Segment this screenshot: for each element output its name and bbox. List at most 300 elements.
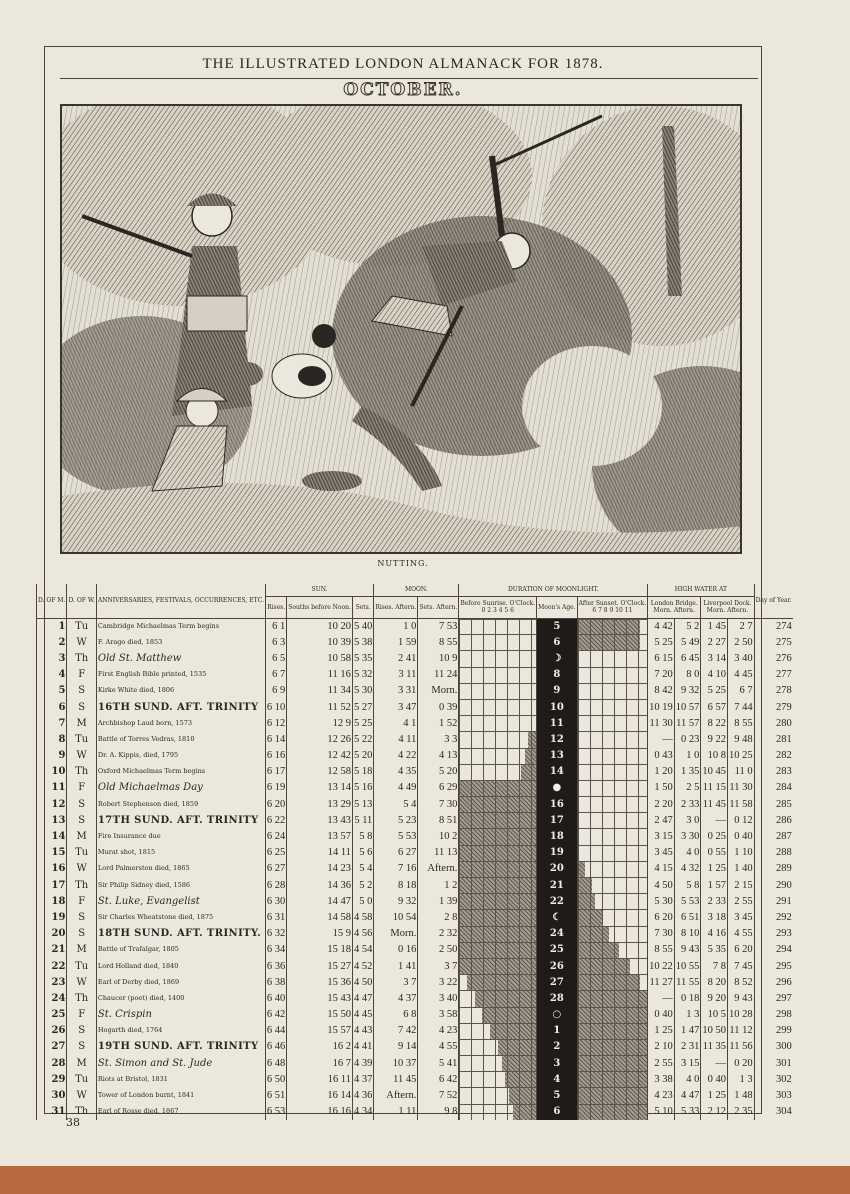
col-day-of-year: Day of Year. [754, 584, 793, 618]
calendar-row [37, 861, 793, 877]
moonlight-after-sunset [577, 650, 647, 666]
sun-group-header: SUN. [265, 584, 373, 596]
liverpool-dock-aftern: 1 3 [728, 1071, 755, 1087]
moon-sets: 10 9 [418, 650, 459, 666]
moonlight-before-sunrise [459, 715, 537, 731]
calendar-row [37, 796, 793, 812]
day-of-week: S [67, 796, 96, 812]
moon-sets: 11 13 [418, 845, 459, 861]
moonlight-before-grid [459, 731, 536, 747]
london-bridge-morn: 2 10 [648, 1039, 675, 1055]
sun-sets: 5 6 [352, 845, 373, 861]
moonlight-after-sunset [577, 715, 647, 731]
liverpool-dock-aftern: 4 55 [728, 926, 755, 942]
moon-sets: 5 20 [418, 764, 459, 780]
london-bridge-morn: 1 50 [648, 780, 675, 796]
day-of-month: 13 [37, 812, 67, 828]
liverpool-dock-aftern: 3 40 [728, 650, 755, 666]
calendar-row [37, 683, 793, 699]
liverpool-dock-aftern: 11 56 [728, 1039, 755, 1055]
day-of-year: 298 [754, 1007, 793, 1023]
day-of-year: 289 [754, 861, 793, 877]
moonlight-after-sunset [577, 796, 647, 812]
liverpool-dock-aftern: 2 15 [728, 877, 755, 893]
moon-age: 22 [537, 893, 578, 909]
col-sun-sets: Sets. [352, 596, 373, 618]
anniversary-text: 19TH SUND. AFT. TRINITY [96, 1039, 265, 1055]
day-of-year: 290 [754, 877, 793, 893]
moon-age: 1 [537, 1023, 578, 1039]
liverpool-dock-aftern: 10 28 [728, 1007, 755, 1023]
calendar-row [37, 1055, 793, 1071]
sun-souths: 13 57 [287, 828, 353, 844]
day-of-year: 283 [754, 764, 793, 780]
moon-age: ○ [537, 1007, 578, 1023]
day-of-year: 281 [754, 731, 793, 747]
moon-sets: 1 39 [418, 893, 459, 909]
moon-rises: 3 47 [374, 699, 418, 715]
day-of-month: 8 [37, 731, 67, 747]
liverpool-dock-aftern: 10 25 [728, 748, 755, 764]
moon-sets: 3 40 [418, 990, 459, 1006]
sun-sets: 5 25 [352, 715, 373, 731]
moon-age: 18 [537, 828, 578, 844]
sun-rises: 6 17 [265, 764, 286, 780]
day-of-year: 274 [754, 618, 793, 634]
london-bridge-aftern: 9 43 [674, 942, 701, 958]
moon-age: 17 [537, 812, 578, 828]
moon-sets: 9 8 [418, 1104, 459, 1120]
liverpool-dock-morn: 11 45 [701, 796, 728, 812]
moonlight-before-grid [459, 942, 536, 958]
sun-sets: 4 39 [352, 1055, 373, 1071]
moonlight-before-grid [459, 861, 536, 877]
liverpool-dock-morn: 1 25 [701, 861, 728, 877]
moonlight-before-grid [459, 893, 536, 909]
moonlight-before-grid [459, 990, 536, 1006]
moonlight-after-grid [578, 650, 647, 666]
liverpool-dock-morn: 0 25 [701, 828, 728, 844]
moon-sets: 8 55 [418, 634, 459, 650]
day-of-week: Tu [67, 731, 96, 747]
moonlight-after-sunset [577, 990, 647, 1006]
sun-rises: 6 40 [265, 990, 286, 1006]
day-of-year: 282 [754, 748, 793, 764]
sun-rises: 6 42 [265, 1007, 286, 1023]
moonlight-after-sunset [577, 667, 647, 683]
liverpool-dock-aftern: 2 50 [728, 634, 755, 650]
moon-group-header: MOON. [374, 584, 459, 596]
moonlight-before-sunrise [459, 1007, 537, 1023]
sun-souths: 15 9 [287, 926, 353, 942]
sun-souths: 12 42 [287, 748, 353, 764]
moonlight-before-sunrise [459, 893, 537, 909]
moonlight-after-grid [578, 619, 647, 635]
london-bridge-morn: 5 25 [648, 634, 675, 650]
moon-sets: 4 13 [418, 748, 459, 764]
liverpool-dock-aftern: 9 48 [728, 731, 755, 747]
moon-rises: 9 14 [374, 1039, 418, 1055]
day-of-month: 4 [37, 667, 67, 683]
calendar-row [37, 699, 793, 715]
london-bridge-morn: 3 15 [648, 828, 675, 844]
day-of-year: 297 [754, 990, 793, 1006]
moonlight-after-sunset [577, 1023, 647, 1039]
moon-rises: 7 16 [374, 861, 418, 877]
london-bridge-morn: 4 50 [648, 877, 675, 893]
moonlight-before-sunrise [459, 683, 537, 699]
london-bridge-aftern: 1 35 [674, 764, 701, 780]
sun-rises: 6 7 [265, 667, 286, 683]
day-of-month: 23 [37, 974, 67, 990]
moonlight-before-grid [459, 812, 536, 828]
moon-rises: 3 7 [374, 974, 418, 990]
moonlight-before-sunrise [459, 650, 537, 666]
day-of-week: W [67, 1087, 96, 1103]
anniversary-text: Earl of Rosse died, 1867 [96, 1104, 265, 1120]
moon-age: 9 [537, 683, 578, 699]
anniversary-text: Murat shot, 1815 [96, 845, 265, 861]
liverpool-dock-morn: — [701, 1055, 728, 1071]
london-bridge-aftern: 2 5 [674, 780, 701, 796]
london-bridge-morn: 4 42 [648, 618, 675, 634]
liverpool-dock-morn: 10 45 [701, 764, 728, 780]
anniversary-text: Cambridge Michaelmas Term begins [96, 618, 265, 634]
anniversary-text: Hogarth died, 1764 [96, 1023, 265, 1039]
moonlight-after-grid [578, 796, 647, 812]
moonlight-before-sunrise [459, 1104, 537, 1120]
anniversary-text: Earl of Derby died, 1869 [96, 974, 265, 990]
london-bridge-aftern: 5 2 [674, 618, 701, 634]
anniversary-text: Lord Holland died, 1840 [96, 958, 265, 974]
moonlight-after-grid [578, 845, 647, 861]
day-of-month: 18 [37, 893, 67, 909]
sun-sets: 5 0 [352, 893, 373, 909]
london-bridge-aftern: 4 0 [674, 1071, 701, 1087]
day-of-week: Th [67, 650, 96, 666]
day-of-month: 14 [37, 828, 67, 844]
sun-rises: 6 10 [265, 699, 286, 715]
moon-rises: 3 31 [374, 683, 418, 699]
london-bridge-aftern: 5 53 [674, 893, 701, 909]
london-bridge-aftern: 8 0 [674, 667, 701, 683]
col-before-sunrise [459, 596, 537, 618]
moonlight-after-grid [578, 812, 647, 828]
calendar-row [37, 942, 793, 958]
sun-souths: 13 29 [287, 796, 353, 812]
moon-rises: 1 59 [374, 634, 418, 650]
sun-rises: 6 9 [265, 683, 286, 699]
liverpool-dock-morn: 4 10 [701, 667, 728, 683]
anniversary-text: Tower of London burnt, 1841 [96, 1087, 265, 1103]
moonlight-after-sunset [577, 780, 647, 796]
london-bridge-aftern: 0 23 [674, 731, 701, 747]
moon-sets: 0 39 [418, 699, 459, 715]
day-of-week: W [67, 634, 96, 650]
moon-sets: 1 2 [418, 877, 459, 893]
moon-sets: 7 53 [418, 618, 459, 634]
sun-sets: 4 50 [352, 974, 373, 990]
moonlight-before-grid [459, 796, 536, 812]
day-of-month: 19 [37, 909, 67, 925]
sun-sets: 4 41 [352, 1039, 373, 1055]
moonlight-after-sunset [577, 926, 647, 942]
before-sunrise-ticks: 0 2 3 4 5 6 [481, 607, 514, 614]
liverpool-dock-morn: 1 45 [701, 618, 728, 634]
london-bridge-aftern: 3 30 [674, 828, 701, 844]
moon-rises: 4 35 [374, 764, 418, 780]
moonlight-after-grid [578, 861, 647, 877]
moonlight-before-grid [459, 650, 536, 666]
anniversary-text: 16TH SUND. AFT. TRINITY [96, 699, 265, 715]
anniversary-text: Sir Philip Sidney died, 1586 [96, 877, 265, 893]
sun-sets: 4 47 [352, 990, 373, 1006]
liverpool-dock-aftern: 1 48 [728, 1087, 755, 1103]
day-of-month: 24 [37, 990, 67, 1006]
moonlight-before-sunrise [459, 699, 537, 715]
day-of-year: 284 [754, 780, 793, 796]
liverpool-dock-morn: 3 18 [701, 909, 728, 925]
moonlight-after-sunset [577, 1104, 647, 1120]
moon-rises: 6 27 [374, 845, 418, 861]
anniversary-text: Riots at Bristol, 1831 [96, 1071, 265, 1087]
sun-rises: 6 53 [265, 1104, 286, 1120]
london-bridge-morn: 1 25 [648, 1023, 675, 1039]
moon-age: 25 [537, 942, 578, 958]
col-after-sunset [577, 596, 647, 618]
moonlight-after-sunset [577, 731, 647, 747]
liverpool-dock-morn: 0 55 [701, 845, 728, 861]
liverpool-dock-aftern: 1 40 [728, 861, 755, 877]
moonlight-after-grid [578, 634, 647, 650]
day-of-week: Th [67, 1104, 96, 1120]
moon-rises: 11 45 [374, 1071, 418, 1087]
day-of-month: 3 [37, 650, 67, 666]
moonlight-before-grid [459, 619, 536, 635]
liverpool-dock-aftern: 6 7 [728, 683, 755, 699]
moonlight-before-grid [459, 699, 536, 715]
sun-souths: 11 34 [287, 683, 353, 699]
sun-sets: 4 34 [352, 1104, 373, 1120]
day-of-month: 9 [37, 748, 67, 764]
moon-sets: Morn. [418, 683, 459, 699]
day-of-week: M [67, 715, 96, 731]
day-of-year: 279 [754, 699, 793, 715]
moonlight-before-grid [459, 748, 536, 764]
moon-age: 16 [537, 796, 578, 812]
london-bridge-morn: 10 22 [648, 958, 675, 974]
col-sun-souths: Souths before Noon. [287, 596, 353, 618]
london-bridge-morn: 0 43 [648, 748, 675, 764]
london-aftern-label: Aftern. [673, 607, 695, 614]
day-of-week: S [67, 683, 96, 699]
london-bridge-aftern: 5 33 [674, 1104, 701, 1120]
moonlight-after-sunset [577, 1087, 647, 1103]
moonlight-after-grid [578, 1087, 647, 1103]
moonlight-after-sunset [577, 618, 647, 634]
liverpool-dock-morn: 7 8 [701, 958, 728, 974]
sun-souths: 15 27 [287, 958, 353, 974]
day-of-week: Tu [67, 958, 96, 974]
calendar-row [37, 1023, 793, 1039]
moonlight-before-sunrise [459, 634, 537, 650]
moonlight-after-sunset [577, 1007, 647, 1023]
day-of-week: F [67, 1007, 96, 1023]
moon-sets: 7 30 [418, 796, 459, 812]
london-bridge-aftern: 5 49 [674, 634, 701, 650]
sun-souths: 15 57 [287, 1023, 353, 1039]
calendar-row [37, 958, 793, 974]
col-moon-sets: Sets. Aftern. [418, 596, 459, 618]
day-of-week: M [67, 828, 96, 844]
calendar-row [37, 812, 793, 828]
day-of-year: 300 [754, 1039, 793, 1055]
moon-age: 12 [537, 731, 578, 747]
anniversary-text: 17TH SUND. AFT. TRINITY [96, 812, 265, 828]
day-of-week: S [67, 812, 96, 828]
london-bridge-aftern: 9 32 [674, 683, 701, 699]
sun-souths: 16 16 [287, 1104, 353, 1120]
day-of-year: 304 [754, 1104, 793, 1120]
moonlight-after-sunset [577, 974, 647, 990]
london-bridge-aftern: 10 55 [674, 958, 701, 974]
moon-age: 6 [537, 1104, 578, 1120]
liverpool-dock-aftern: 11 30 [728, 780, 755, 796]
moonlight-before-sunrise [459, 1087, 537, 1103]
day-of-month: 10 [37, 764, 67, 780]
sun-souths: 14 11 [287, 845, 353, 861]
sun-rises: 6 31 [265, 909, 286, 925]
moonlight-group-header: DURATION OF MOONLIGHT. [459, 584, 648, 596]
sun-souths: 10 20 [287, 618, 353, 634]
day-of-week: M [67, 1055, 96, 1071]
day-of-month: 28 [37, 1055, 67, 1071]
moonlight-after-sunset [577, 861, 647, 877]
sun-rises: 6 38 [265, 974, 286, 990]
moon-sets: 7 52 [418, 1087, 459, 1103]
col-anniversaries: ANNIVERSARIES, FESTIVALS, OCCURRENCES, ETC. [96, 584, 265, 618]
page-bottom-edge [0, 1166, 850, 1194]
anniversary-text: Robert Stephenson died, 1859 [96, 796, 265, 812]
calendar-row [37, 990, 793, 1006]
calendar-row [37, 748, 793, 764]
calendar-row [37, 1104, 793, 1120]
sun-souths: 16 14 [287, 1087, 353, 1103]
sun-souths: 16 11 [287, 1071, 353, 1087]
moon-rises: 8 18 [374, 877, 418, 893]
london-bridge-aftern: 8 10 [674, 926, 701, 942]
sun-rises: 6 51 [265, 1087, 286, 1103]
moon-sets: 6 29 [418, 780, 459, 796]
sun-souths: 12 58 [287, 764, 353, 780]
moonlight-after-sunset [577, 958, 647, 974]
calendar-row [37, 877, 793, 893]
liverpool-dock-aftern: 9 43 [728, 990, 755, 1006]
day-of-month: 6 [37, 699, 67, 715]
moonlight-before-sunrise [459, 877, 537, 893]
day-of-week: F [67, 667, 96, 683]
sun-rises: 6 48 [265, 1055, 286, 1071]
moon-age: 14 [537, 764, 578, 780]
anniversary-text: Old Michaelmas Day [96, 780, 265, 796]
moon-sets: 5 41 [418, 1055, 459, 1071]
sun-sets: 4 43 [352, 1023, 373, 1039]
moonlight-before-grid [459, 909, 536, 925]
before-sunrise-label: Before Sunrise. O'Clock. [460, 600, 536, 607]
moonlight-before-grid [459, 764, 536, 780]
moon-rises: 4 22 [374, 748, 418, 764]
month-title: OCTOBER. [343, 80, 463, 100]
moon-rises: 4 1 [374, 715, 418, 731]
moonlight-before-grid [459, 974, 536, 990]
london-bridge-aftern: 2 31 [674, 1039, 701, 1055]
col-moon-rises: Rises. Aftern. [374, 596, 418, 618]
moonlight-after-grid [578, 1071, 647, 1087]
day-of-month: 25 [37, 1007, 67, 1023]
liverpool-dock-morn: 1 57 [701, 877, 728, 893]
sun-sets: 4 54 [352, 942, 373, 958]
sun-rises: 6 14 [265, 731, 286, 747]
anniversary-text: St. Simon and St. Jude [96, 1055, 265, 1071]
moon-rises: 7 42 [374, 1023, 418, 1039]
moonlight-after-grid [578, 731, 647, 747]
sun-sets: 4 52 [352, 958, 373, 974]
moon-sets: 1 52 [418, 715, 459, 731]
moonlight-before-sunrise [459, 974, 537, 990]
moon-age: 21 [537, 877, 578, 893]
day-of-month: 31 [37, 1104, 67, 1120]
day-of-month: 21 [37, 942, 67, 958]
london-bridge-morn: 6 20 [648, 909, 675, 925]
moonlight-after-grid [578, 942, 647, 958]
liverpool-dock-aftern: 11 12 [728, 1023, 755, 1039]
moon-sets: 2 50 [418, 942, 459, 958]
liverpool-dock-aftern: 0 20 [728, 1055, 755, 1071]
calendar-row [37, 650, 793, 666]
liverpool-dock-morn: 8 20 [701, 974, 728, 990]
sun-sets: 4 58 [352, 909, 373, 925]
calendar-row [37, 974, 793, 990]
calendar-row [37, 1007, 793, 1023]
liverpool-dock-morn: 0 40 [701, 1071, 728, 1087]
moon-rises: 3 11 [374, 667, 418, 683]
liverpool-dock-aftern: 2 55 [728, 893, 755, 909]
day-of-year: 303 [754, 1087, 793, 1103]
sun-rises: 6 22 [265, 812, 286, 828]
sun-rises: 6 20 [265, 796, 286, 812]
moonlight-after-grid [578, 990, 647, 1006]
moonlight-after-grid [578, 1023, 647, 1039]
london-bridge-aftern: 0 18 [674, 990, 701, 1006]
day-of-year: 287 [754, 828, 793, 844]
moon-sets: 10 2 [418, 828, 459, 844]
moonlight-before-grid [459, 683, 536, 699]
london-bridge-aftern: 3 15 [674, 1055, 701, 1071]
london-bridge-morn: 4 15 [648, 861, 675, 877]
liverpool-dock-morn: 2 33 [701, 893, 728, 909]
day-of-week: S [67, 699, 96, 715]
sun-rises: 6 32 [265, 926, 286, 942]
calendar-row [37, 715, 793, 731]
london-bridge-morn: 4 23 [648, 1087, 675, 1103]
sun-sets: 5 18 [352, 764, 373, 780]
day-of-month: 1 [37, 618, 67, 634]
day-of-year: 280 [754, 715, 793, 731]
page-number: 38 [66, 1116, 80, 1129]
day-of-month: 26 [37, 1023, 67, 1039]
sun-souths: 12 26 [287, 731, 353, 747]
liverpool-dock-morn: 2 27 [701, 634, 728, 650]
